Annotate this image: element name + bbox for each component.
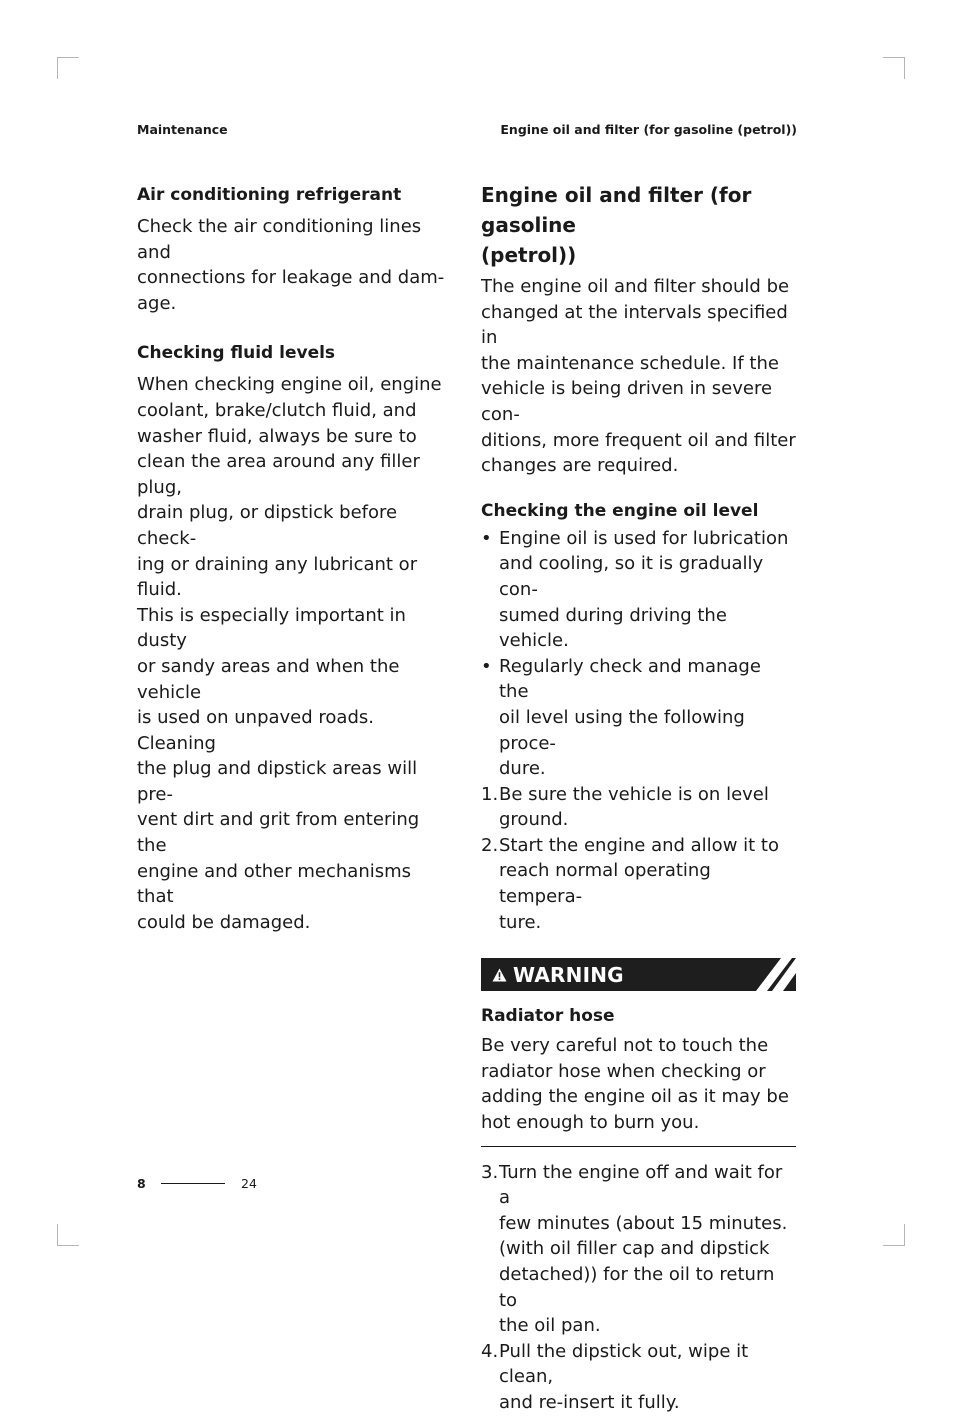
intro-line: changes are required. <box>481 455 679 477</box>
warning-label: WARNING <box>513 963 624 988</box>
step-number: 1. <box>481 783 499 805</box>
warning-line: radiator hose when checking or <box>481 1060 766 1082</box>
ac-heading: Air conditioning refrigerant <box>137 185 402 205</box>
bullet-list <box>481 526 796 782</box>
fluid-line: When checking engine oil, engine <box>137 374 442 396</box>
intro-line: The engine oil and filter should be <box>481 276 790 297</box>
warning-line: adding the engine oil as it may be <box>481 1086 789 1108</box>
step-number: 3. <box>481 1161 499 1183</box>
ac-line: age. <box>137 292 177 314</box>
warning-banner <box>481 958 796 991</box>
footer-rule <box>161 1183 225 1184</box>
fluid-line: the plug and dipstick areas will pre- <box>137 758 418 805</box>
crop-mark-top-left-h <box>57 57 79 58</box>
check-heading: Checking the engine oil level <box>481 500 759 521</box>
warning-heading: Radiator hose <box>481 1006 615 1027</box>
ac-line: connections for leakage and dam- <box>137 267 445 289</box>
chapter-number: 8 <box>137 1176 146 1191</box>
steps-list <box>481 782 796 936</box>
section-title: Engine oil and filter (for gasoline <box>481 183 752 237</box>
crop-mark-bottom-left-h <box>57 1245 79 1246</box>
running-header <box>137 122 797 142</box>
fluid-line: ing or draining any lubricant or fluid. <box>137 553 418 601</box>
warning-triangle-icon <box>492 967 507 986</box>
crop-mark-top-left-v <box>57 57 58 79</box>
fluid-line: is used on unpaved roads. Cleaning <box>137 707 374 754</box>
header-section: Maintenance <box>137 122 228 137</box>
intro-line: vehicle is being driven in severe con- <box>481 378 773 425</box>
fluid-line: This is especially important in dusty <box>137 604 406 652</box>
intro-line: changed at the intervals specified in <box>481 301 788 349</box>
section-title: (petrol)) <box>481 243 577 267</box>
crop-mark-bottom-left-v <box>57 1224 58 1246</box>
intro-line: ditions, more frequent oil and filter <box>481 429 796 451</box>
fluid-line: or sandy areas and when the vehicle <box>137 655 400 703</box>
list-item: 4. Pull the dipstick out, wipe it clean, and re-insert it fully. <box>481 1340 749 1413</box>
ac-line: Check the air conditioning lines and <box>137 216 422 263</box>
fluid-line: washer fluid, always be sure to <box>137 425 417 447</box>
list-item: 1. Be sure the vehicle is on level ground. <box>481 783 769 831</box>
fluid-line: vent dirt and grit from entering the <box>137 809 420 857</box>
step-number: 4. <box>481 1340 499 1362</box>
fluid-line: engine and other mechanisms that <box>137 860 412 908</box>
crop-mark-bottom-right-h <box>883 1245 905 1246</box>
list-item: • Engine oil is used for lubrication and cooling, so it is gradually con- sumed during driving the vehicle. <box>481 527 789 652</box>
fluid-line: could be damaged. <box>137 911 311 933</box>
crop-mark-top-right-h <box>883 57 905 58</box>
warning-stripes <box>736 958 796 991</box>
crop-mark-bottom-right-v <box>904 1224 905 1246</box>
list-item: • Regularly check and manage the oil level using the following proce- dure. <box>481 655 761 780</box>
warning-line: hot enough to burn you. <box>481 1112 700 1134</box>
header-topic: Engine oil and filter (for gasoline (petrol)) <box>500 122 797 137</box>
bullet-marker: • <box>481 527 492 549</box>
steps-list <box>481 1160 796 1416</box>
list-item: 2. Start the engine and allow it to reach normal operating tempera- ture. <box>481 834 779 933</box>
page-number: 24 <box>241 1176 257 1191</box>
fluid-line: coolant, brake/clutch fluid, and <box>137 399 417 421</box>
fluid-line: drain plug, or dipstick before check- <box>137 502 398 549</box>
left-column <box>137 180 452 935</box>
step-number: 2. <box>481 834 499 856</box>
warning-line: Be very careful not to touch the <box>481 1035 769 1057</box>
fluid-heading: Checking fluid levels <box>137 343 336 364</box>
right-column <box>481 180 796 1416</box>
crop-mark-top-right-v <box>904 57 905 79</box>
list-item: 3. Turn the engine off and wait for a few minutes (about 15 minutes. (with oil filler cap and dipstick detached)) for the oil to return to the oil pan. <box>481 1161 788 1337</box>
fluid-line: clean the area around any filler plug, <box>137 451 420 498</box>
bullet-marker: • <box>481 655 492 677</box>
intro-line: the maintenance schedule. If the <box>481 352 779 374</box>
